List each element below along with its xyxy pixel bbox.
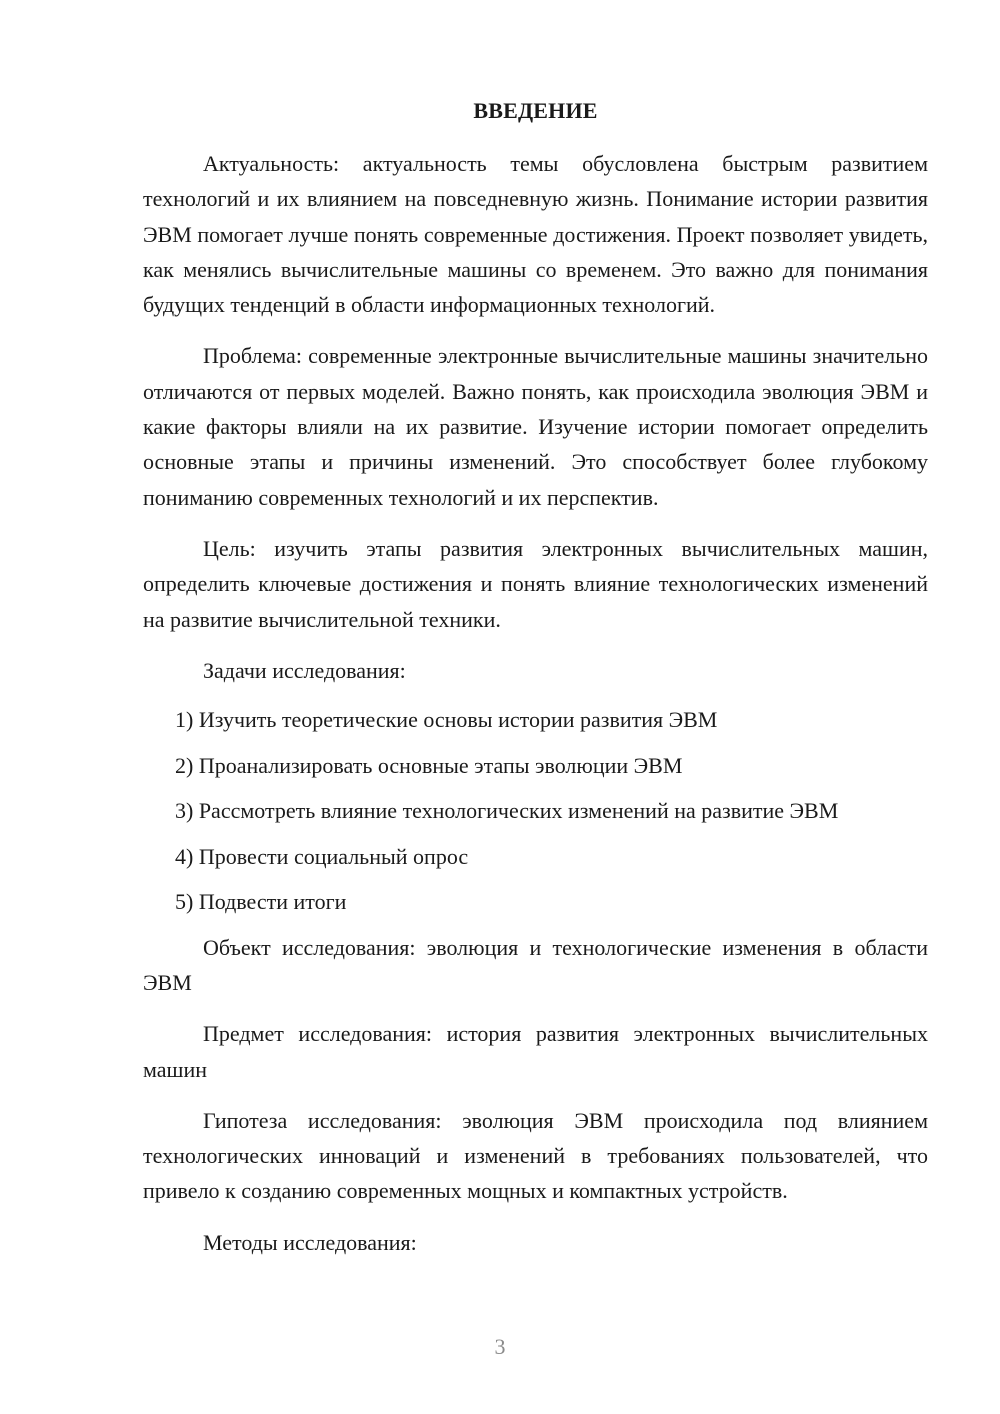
paragraph-problem: Проблема: современные электронные вычислительные машины значительно отличаются от первых моделей. Важно понять, как происходила эволюция ЭВМ и какие факторы влияли на их развитие. Изучение истории помогает определить основные этапы и причины изменений. Это способствует более глубокому пониманию современных технологий и их перспектив.	[143, 343, 928, 510]
paragraph-subject: Предмет исследования: история развития электронных вычислительных машин	[143, 1021, 928, 1082]
task-item: 1) Изучить теоретические основы истории развития ЭВМ	[175, 707, 718, 733]
paragraph-tasks-heading: Задачи исследования:	[203, 657, 406, 683]
page-number: 3	[494, 1334, 506, 1359]
task-list	[143, 702, 928, 919]
section-title: ВВЕДЕНИЕ	[473, 98, 598, 123]
paragraph-goal: Цель: изучить этапы развития электронных вычислительных машин, определить ключевые достижения и понять влияние технологических изменений на развитие вычислительной техники.	[143, 535, 928, 632]
task-item: 5) Подвести итоги	[175, 889, 347, 915]
task-item: 4) Провести социальный опрос	[175, 843, 469, 869]
paragraph-methods: Методы исследования:	[203, 1229, 417, 1255]
task-item: 3) Рассмотреть влияние технологических изменений на развитие ЭВМ	[175, 798, 839, 824]
paragraph-hypothesis: Гипотеза исследования: эволюция ЭВМ происходила под влиянием технологических инноваций и изменений в требованиях пользователей, что привело к созданию современных мощных и компактных устройств.	[143, 1107, 928, 1204]
task-item: 2) Проанализировать основные этапы эволюции ЭВМ	[175, 752, 683, 778]
page-content	[143, 96, 928, 1276]
paragraph-object: Объект исследования: эволюция и технологические изменения в области ЭВМ	[143, 934, 928, 995]
paragraph-relevance: Актуальность: актуальность темы обусловлена быстрым развитием технологий и их влиянием на повседневную жизнь. Понимание истории развития ЭВМ помогает лучше понять современные достижения. Проект позволяет увидеть, как менялись вычислительные машины со временем. Это важно для понимания будущих тенденций в области информационных технологий.	[143, 151, 928, 318]
